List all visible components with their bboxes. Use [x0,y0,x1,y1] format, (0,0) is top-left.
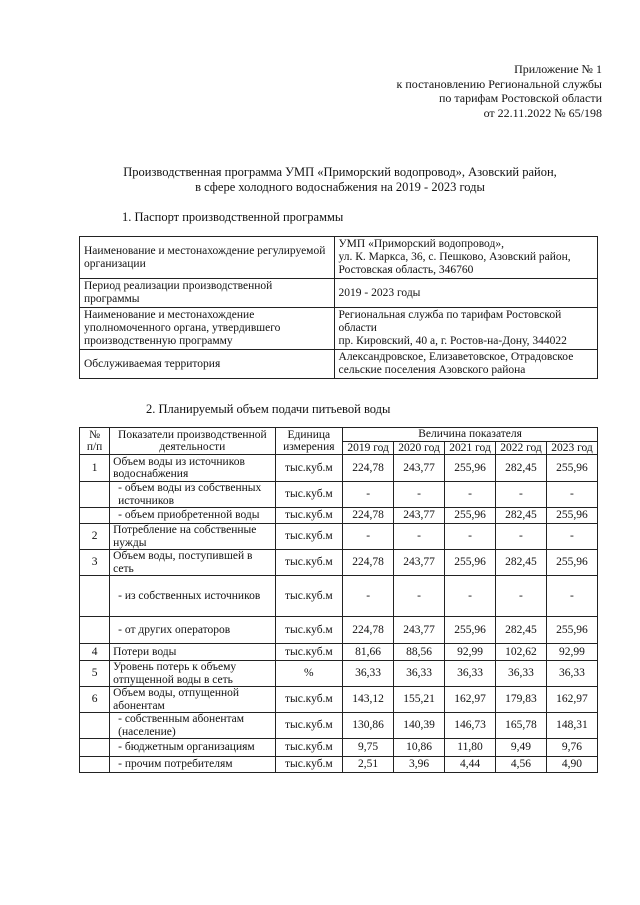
row-unit: тыс.куб.м [275,687,343,713]
passport-value [334,308,597,350]
document-title-line: Производственная программа УМП «Приморский водопровод», Азовский район, [123,165,557,179]
row-number [80,576,110,617]
row-value: 282,45 [496,617,547,644]
passport-value-line: 2019 - 2023 годы [338,286,421,299]
document-title-line: в сфере холодного водоснабжения на 2019 - 2023 годы [195,180,485,194]
passport-value [334,237,597,279]
passport-value-line: области [338,322,377,334]
volume-table [79,427,598,773]
row-value: 255,96 [445,550,496,576]
row-value: 255,96 [546,455,597,482]
table-row [80,482,598,508]
table-row [80,757,598,773]
passport-value [334,279,597,308]
row-value: - [546,524,597,550]
table-row [80,739,598,757]
header-year: 2021 год [445,441,496,455]
table-row [80,617,598,644]
row-value: - [445,576,496,617]
table-row [80,713,598,739]
row-indicator: Потребление на собственные нужды [110,524,275,550]
row-value: 81,66 [343,644,394,661]
header-indicator: Показатели производственной деятельности [110,428,275,455]
row-value: - [496,576,547,617]
header-num: № п/п [80,428,110,455]
appendix-line: Приложение № 1 [514,62,602,76]
row-value: 224,78 [343,455,394,482]
row-unit: тыс.куб.м [275,644,343,661]
row-number: 5 [80,661,110,687]
header-year: 2019 год [343,441,394,455]
row-unit: % [275,661,343,687]
row-number: 1 [80,455,110,482]
row-value: 10,86 [394,739,445,757]
row-value: 36,33 [496,661,547,687]
row-unit: тыс.куб.м [275,508,343,524]
row-indicator: - бюджетным организациям [110,739,275,757]
row-value: 243,77 [394,617,445,644]
row-value: 243,77 [394,508,445,524]
row-number [80,757,110,773]
row-value: 224,78 [343,508,394,524]
row-unit: тыс.куб.м [275,524,343,550]
table-header-row [80,428,598,442]
document-title [80,165,600,195]
row-value: 282,45 [496,455,547,482]
passport-value-line: Региональная служба по тарифам Ростовской [338,309,562,321]
row-value: 102,62 [496,644,547,661]
row-value: 255,96 [445,508,496,524]
row-number: 3 [80,550,110,576]
row-indicator: - из собственных источников [110,576,275,617]
row-value: - [343,576,394,617]
passport-row [80,308,598,350]
row-value: 179,83 [496,687,547,713]
row-value: 224,78 [343,550,394,576]
section-heading-passport: 1. Паспорт производственной программы [122,210,344,224]
row-value: 255,96 [546,617,597,644]
row-value: - [394,482,445,508]
row-value: 243,77 [394,550,445,576]
row-indicator: - объем приобретенной воды [110,508,275,524]
row-value: 130,86 [343,713,394,739]
row-value: 255,96 [445,617,496,644]
row-indicator: - прочим потребителям [110,757,275,773]
row-unit: тыс.куб.м [275,576,343,617]
row-indicator: - объем воды из собственных источников [110,482,275,508]
row-value: 3,96 [394,757,445,773]
row-value: 165,78 [496,713,547,739]
row-unit: тыс.куб.м [275,482,343,508]
row-indicator: Уровень потерь к объему отпущенной воды в сеть [110,661,275,687]
passport-value-line: пр. Кировский, 40 а, г. Ростов-на-Дону, 344022 [338,335,567,347]
row-value: 162,97 [546,687,597,713]
row-value: 9,75 [343,739,394,757]
appendix-header [302,62,602,120]
row-number: 2 [80,524,110,550]
row-value: 148,31 [546,713,597,739]
row-value: 155,21 [394,687,445,713]
table-row [80,508,598,524]
section-heading-volume: 2. Планируемый объем подачи питьевой воды [146,402,391,416]
table-row [80,550,598,576]
row-value: 9,49 [496,739,547,757]
row-value: 162,97 [445,687,496,713]
passport-value-line: УМП «Приморский водопровод», [338,238,504,250]
row-number [80,482,110,508]
row-value: 92,99 [546,644,597,661]
row-value: 88,56 [394,644,445,661]
header-year: 2020 год [394,441,445,455]
table-row [80,687,598,713]
row-number [80,617,110,644]
row-value: 146,73 [445,713,496,739]
table-row [80,644,598,661]
row-indicator: Объем воды, отпущенной абонентам [110,687,275,713]
row-value: 36,33 [546,661,597,687]
row-value: - [546,576,597,617]
passport-table [79,236,598,379]
passport-row [80,279,598,308]
row-value: 9,76 [546,739,597,757]
row-value: - [394,576,445,617]
table-row [80,524,598,550]
table-row [80,455,598,482]
header-value-group: Величина показателя [343,428,598,442]
row-value: 4,90 [546,757,597,773]
row-value: - [496,482,547,508]
row-value: 282,45 [496,508,547,524]
appendix-line: по тарифам Ростовской области [438,91,602,105]
row-value: 11,80 [445,739,496,757]
passport-value [334,350,597,379]
row-value: - [445,524,496,550]
row-value: 255,96 [445,455,496,482]
passport-row [80,237,598,279]
passport-value-line: сельские поселения Азовского района [338,364,526,376]
row-value: 36,33 [343,661,394,687]
passport-value-line: Александровское, Елизаветовское, Отрадовское [338,351,574,363]
row-value: 36,33 [394,661,445,687]
row-value: 4,44 [445,757,496,773]
row-value: 4,56 [496,757,547,773]
row-value: 36,33 [445,661,496,687]
row-value: - [394,524,445,550]
row-value: 2,51 [343,757,394,773]
row-unit: тыс.куб.м [275,550,343,576]
row-value: - [546,482,597,508]
passport-label: Обслуживаемая территория [80,350,335,379]
header-year: 2023 год [546,441,597,455]
row-number [80,713,110,739]
row-value: 224,78 [343,617,394,644]
row-value: - [445,482,496,508]
row-indicator: - от других операторов [110,617,275,644]
row-value: - [343,482,394,508]
row-indicator: Объем воды из источников водоснабжения [110,455,275,482]
passport-value-line: Ростовская область, 346760 [338,264,474,276]
passport-row [80,350,598,379]
passport-label: Период реализации производственной программы [80,279,335,308]
row-value: 243,77 [394,455,445,482]
row-indicator: Потери воды [110,644,275,661]
table-row [80,576,598,617]
row-unit: тыс.куб.м [275,713,343,739]
appendix-line: от 22.11.2022 № 65/198 [483,105,602,120]
appendix-line: к постановлению Региональной службы [396,76,602,91]
passport-value-line: ул. К. Маркса, 36, с. Пешково, Азовский район, [338,251,571,263]
row-unit: тыс.куб.м [275,617,343,644]
row-unit: тыс.куб.м [275,455,343,482]
row-value: 143,12 [343,687,394,713]
row-value: - [343,524,394,550]
row-value: 255,96 [546,508,597,524]
header-unit: Единица измерения [275,428,343,455]
row-number: 4 [80,644,110,661]
row-value: 92,99 [445,644,496,661]
row-unit: тыс.куб.м [275,757,343,773]
row-indicator: - собственным абонентам (население) [110,713,275,739]
row-value: 140,39 [394,713,445,739]
row-value: 282,45 [496,550,547,576]
row-value: 255,96 [546,550,597,576]
header-year: 2022 год [496,441,547,455]
row-unit: тыс.куб.м [275,739,343,757]
row-indicator: Объем воды, поступившей в сеть [110,550,275,576]
passport-label: Наименование и местонахождение регулируемой организации [80,237,335,279]
passport-label: Наименование и местонахождение уполномоченного органа, утвердившего производственную программу [80,308,335,350]
table-row [80,661,598,687]
row-number [80,508,110,524]
row-number [80,739,110,757]
row-value: - [496,524,547,550]
row-number: 6 [80,687,110,713]
